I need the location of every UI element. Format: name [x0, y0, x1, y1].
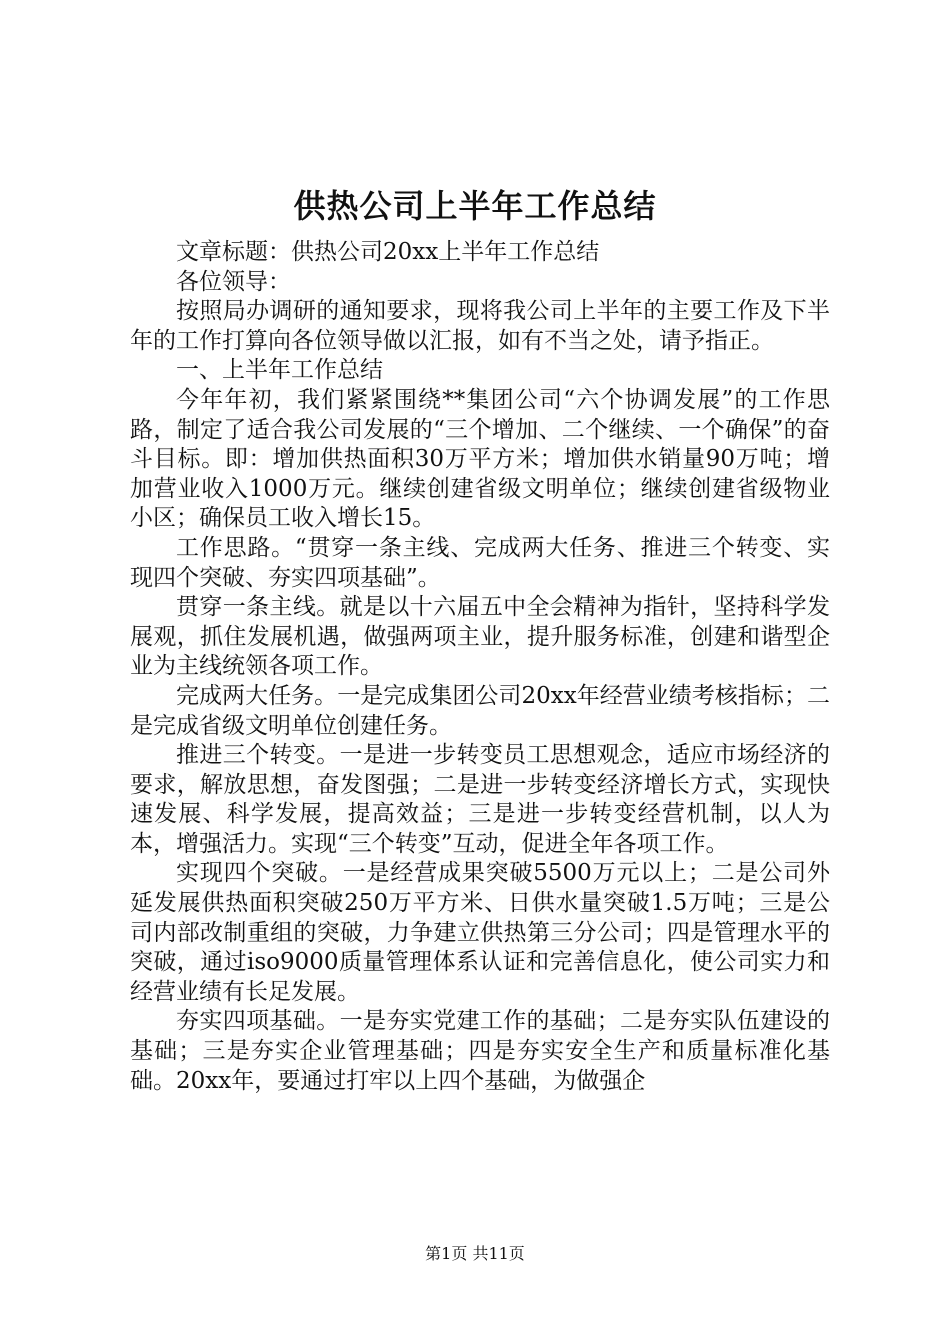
- paragraph-goals: 今年年初，我们紧紧围绕**集团公司“六个协调发展”的工作思路，制定了适合我公司发展的“三个增加、二个继续、一个确保”的奋斗目标。即：增加供热面积30万平方米；增加供水销量90万吨；增加营业收入1000万元。继续创建省级文明单位；继续创建省级物业小区；确保员工收入增长15。: [130, 386, 830, 532]
- paragraph-work-idea: 工作思路。“贯穿一条主线、完成两大任务、推进三个转变、实现四个突破、夯实四项基础”。: [130, 534, 830, 591]
- section-heading-1: 一、上半年工作总结: [176, 357, 383, 384]
- paragraph-main-line: 贯穿一条主线。就是以十六届五中全会精神为指针，坚持科学发展观，抓住发展机遇，做强两项主业，提升服务标准，创建和谐型企业为主线统领各项工作。: [130, 594, 830, 680]
- paragraph-intro: 按照局办调研的通知要求，现将我公司上半年的主要工作及下半年的工作打算向各位领导做以汇报，如有不当之处，请予指正。: [130, 298, 830, 354]
- paragraph-three-changes: 推进三个转变。一是进一步转变员工思想观念，适应市场经济的要求，解放思想，奋发图强；二是进一步转变经济增长方式，实现快速发展、科学发展，提高效益；三是进一步转变经营机制，以人为本，增强活力。实现“三个转变”互动，促进全年各项工作。: [130, 742, 830, 857]
- paragraph-salutation: 各位领导：: [176, 268, 291, 295]
- document-title: 供热公司上半年工作总结: [293, 187, 657, 225]
- page-footer: 第1页 共11页: [425, 1244, 525, 1263]
- paragraph-article-title: 文章标题：供热公司20xx上半年工作总结: [176, 239, 600, 265]
- paragraph-four-foundations: 夯实四项基础。一是夯实党建工作的基础；二是夯实队伍建设的基础；三是夯实企业管理基础；四是夯实安全生产和质量标准化基础。20xx年，要通过打牢以上四个基础，为做强企: [130, 1008, 830, 1094]
- paragraph-two-tasks: 完成两大任务。一是完成集团公司20xx年经营业绩考核指标；二是完成省级文明单位创建任务。: [130, 682, 830, 739]
- paragraph-four-breakthroughs: 实现四个突破。一是经营成果突破5500万元以上；二是公司外延发展供热面积突破250万平方米、日供水量突破1.5万吨；三是公司内部改制重组的突破，力争建立供热第三分公司；四是管理水平的突破，通过iso9000质量管理体系认证和完善信息化，使公司实力和经营业绩有长足发展。: [130, 860, 830, 1005]
- document-body: [130, 238, 830, 1096]
